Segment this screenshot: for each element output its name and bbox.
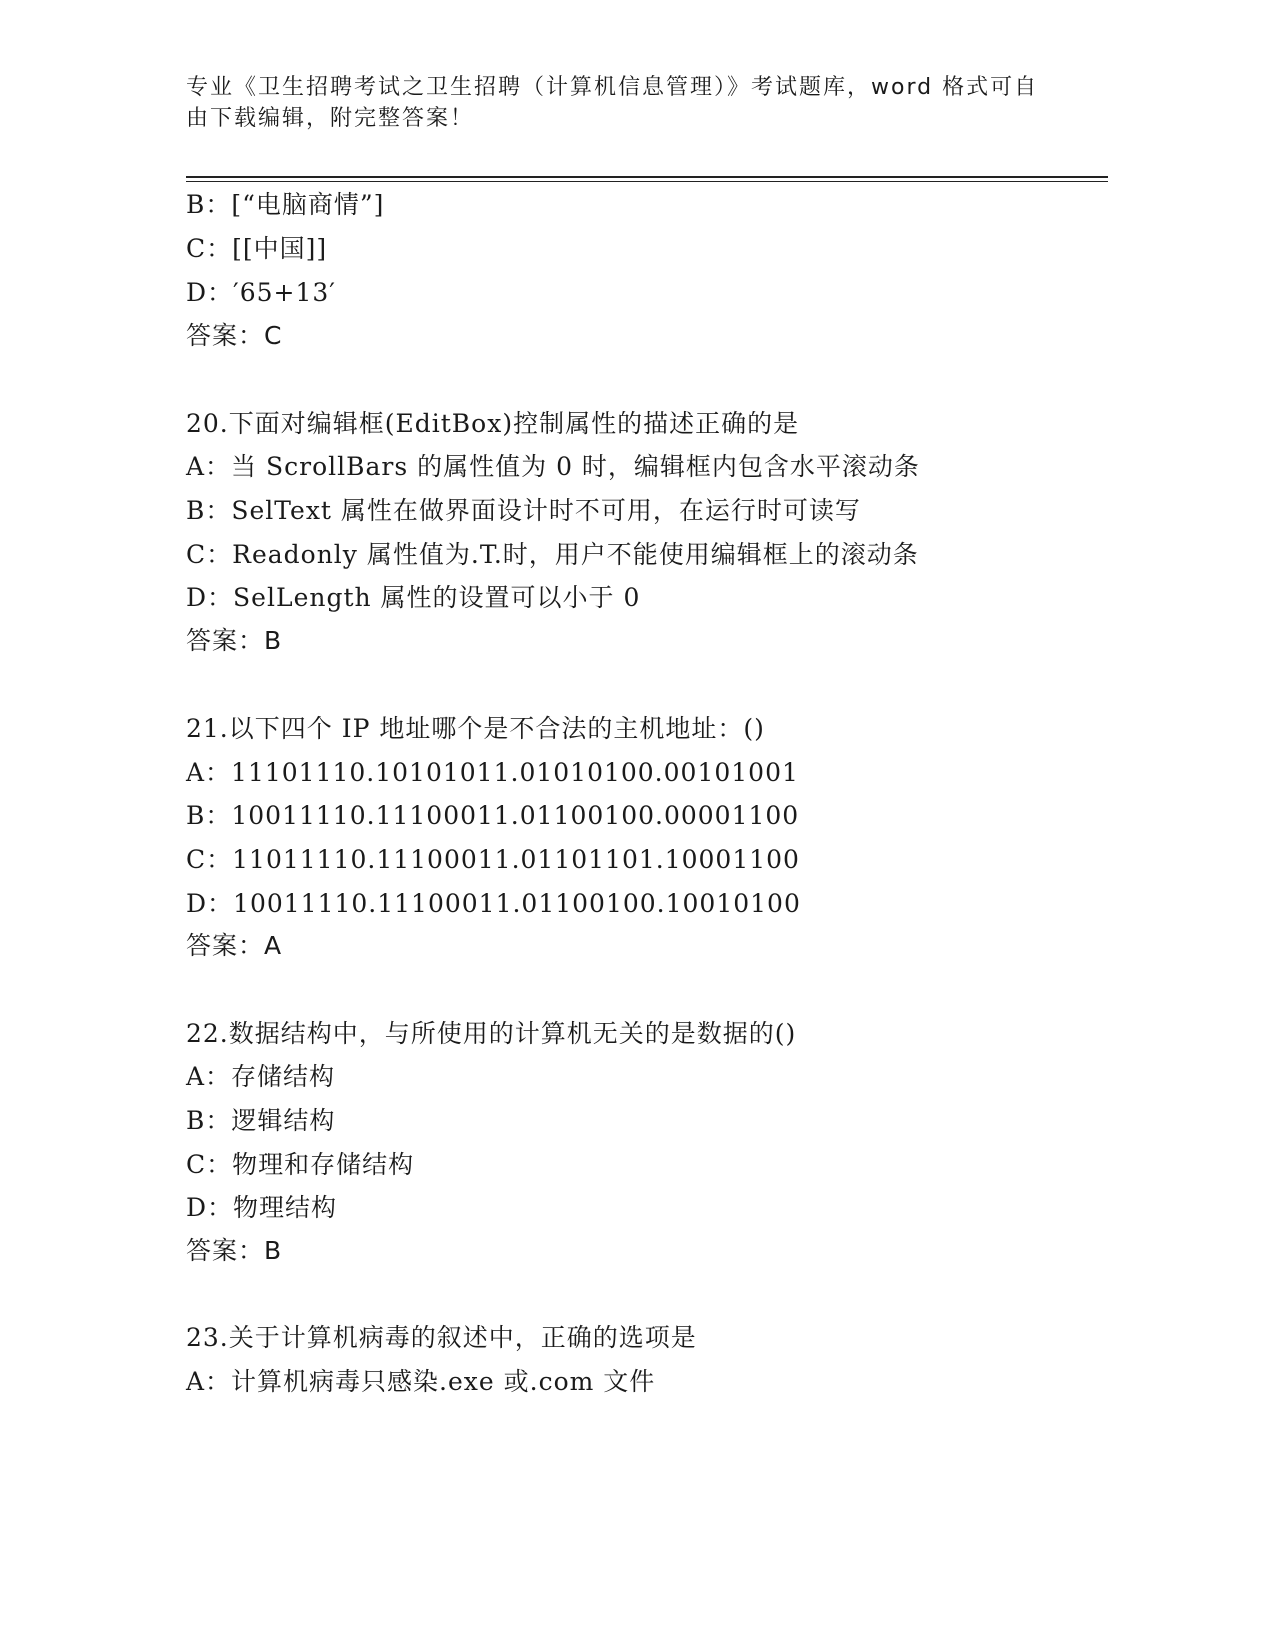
q23-stem: 23.关于计算机病毒的叙述中，正确的选项是 [186,1323,697,1352]
q22-option-c: C：物理和存储结构 [186,1150,415,1179]
q22-stem: 22.数据结构中，与所使用的计算机无关的是数据的() [186,1019,797,1048]
q20-answer: 答案：B [186,626,283,655]
q21-stem: 21.以下四个 IP 地址哪个是不合法的主机地址：() [186,714,765,743]
q20-option-c: C：Readonly 属性值为.T.时，用户不能使用编辑框上的滚动条 [186,540,919,569]
q22-option-b: B：逻辑结构 [186,1106,336,1135]
q19-option-d: D：′65+13′ [186,278,336,307]
header-line-2: 由下载编辑，附完整答案！ [186,106,475,131]
q21-answer: 答案：A [186,931,283,960]
header-divider-thin [186,181,1108,182]
q22-option-a: A：存储结构 [186,1062,336,1091]
q20-stem: 20.下面对编辑框(EditBox)控制属性的描述正确的是 [186,409,800,438]
q21-option-a: A：11101110.10101011.01010100.00101001 [186,758,799,787]
q23-option-a: A：计算机病毒只感染.exe 或.com 文件 [186,1367,656,1396]
q19-answer: 答案：C [186,321,283,350]
q21-option-b: B：10011110.11100011.01100100.00001100 [186,801,800,830]
document-header [186,72,1066,134]
q20-option-d: D：SelLength 属性的设置可以小于 0 [186,583,641,612]
q21-option-c: C：11011110.11100011.01101101.10001100 [186,845,800,874]
q19-option-c: C：[[中国]] [186,234,328,263]
q21-option-d: D：10011110.11100011.01100100.10010100 [186,889,801,918]
q20-option-b: B：SelText 属性在做界面设计时不可用，在运行时可读写 [186,496,861,525]
q22-option-d: D：物理结构 [186,1193,338,1222]
header-line-1: 专业《卫生招聘考试之卫生招聘（计算机信息管理）》考试题库，word 格式可自 [186,75,1039,100]
q19-option-b: B：[“电脑商情”] [186,190,385,219]
q22-answer: 答案：B [186,1236,283,1265]
header-divider-thick [186,176,1108,178]
q20-option-a: A：当 ScrollBars 的属性值为 0 时，编辑框内包含水平滚动条 [186,452,920,481]
